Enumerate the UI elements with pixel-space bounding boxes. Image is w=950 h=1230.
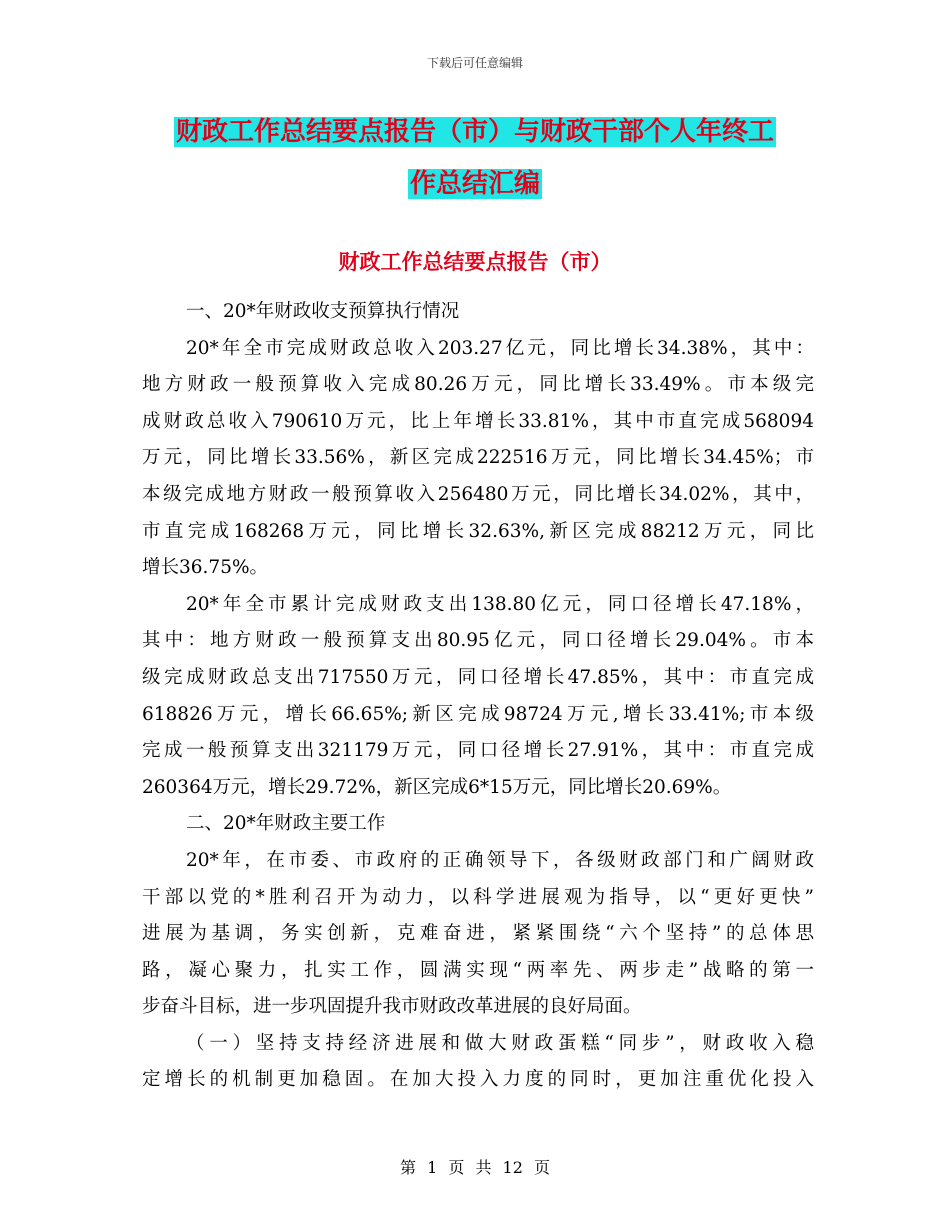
text-line: 本级完成地方财政一般预算收入256480万元，同比增长34.02%，其中， — [142, 483, 814, 505]
text-line: 步奋斗目标，进一步巩固提升我市财政改革进展的良好局面。 — [142, 996, 642, 1018]
text-line: 20*年全市完成财政总收入203.27亿元，同比增长34.38%，其中： — [186, 337, 814, 359]
text-line: 20*年全市累计完成财政支出138.80亿元，同口径增长47.18%， — [186, 593, 814, 615]
text-line: 市直完成168268万元，同比增长32.63%,新区完成88212万元，同比 — [142, 520, 814, 542]
text-line: 618826万元，增长66.65%;新区完成98724万元,增长33.41%;市本级 — [142, 703, 814, 725]
text-line: 其中：地方财政一般预算支出80.95亿元，同口径增长29.04%。市本 — [142, 630, 814, 652]
document-body — [142, 294, 814, 1099]
section-title: 财政工作总结要点报告（市） — [338, 250, 612, 274]
text-line: （一）坚持支持经济进展和做大财政蛋糕“同步”，财政收入稳 — [186, 1032, 814, 1054]
text-line: 地方财政一般预算收入完成80.26万元，同比增长33.49%。市本级完 — [142, 374, 814, 396]
text-line: 级完成财政总支出717550万元，同口径增长47.85%，其中：市直完成 — [142, 666, 814, 688]
section-heading-1: 一、20*年财政收支预算执行情况 — [186, 301, 460, 322]
title-line-2: 作总结汇编 — [409, 169, 540, 199]
text-line: 定增长的机制更加稳固。在加大投入力度的同时，更加注重优化投入 — [142, 1069, 814, 1091]
document-title — [0, 106, 950, 210]
text-line: 成财政总收入790610万元，比上年增长33.81%，其中市直完成568094 — [142, 410, 814, 432]
text-line: 增长36.75%。 — [142, 557, 269, 579]
page-footer: 第 1 页 共 12 页 — [400, 1158, 550, 1177]
header-note: 下载后可任意编辑 — [426, 56, 523, 70]
text-line: 万元，同比增长33.56%，新区完成222516万元，同比增长34.45%；市 — [142, 447, 814, 469]
section-heading-2: 二、20*年财政主要工作 — [186, 813, 386, 835]
text-line: 路，凝心聚力，扎实工作，圆满实现“两率先、两步走”战略的第一 — [142, 959, 814, 981]
text-line: 20*年，在市委、市政府的正确领导下，各级财政部门和广阔财政 — [186, 849, 814, 871]
text-line: 260364万元，增长29.72%，新区完成6*15万元，同比增长20.69%。 — [142, 776, 732, 798]
text-line: 完成一般预算支出321179万元，同口径增长27.91%，其中：市直完成 — [142, 740, 814, 762]
text-line: 进展为基调，务实创新，克难奋进，紧紧围绕“六个坚持”的总体思 — [142, 923, 814, 945]
text-line: 干部以党的*胜利召开为动力，以科学进展观为指导，以“更好更快” — [142, 886, 814, 908]
title-line-1: 财政工作总结要点报告（市）与财政干部个人年终工 — [175, 117, 774, 147]
